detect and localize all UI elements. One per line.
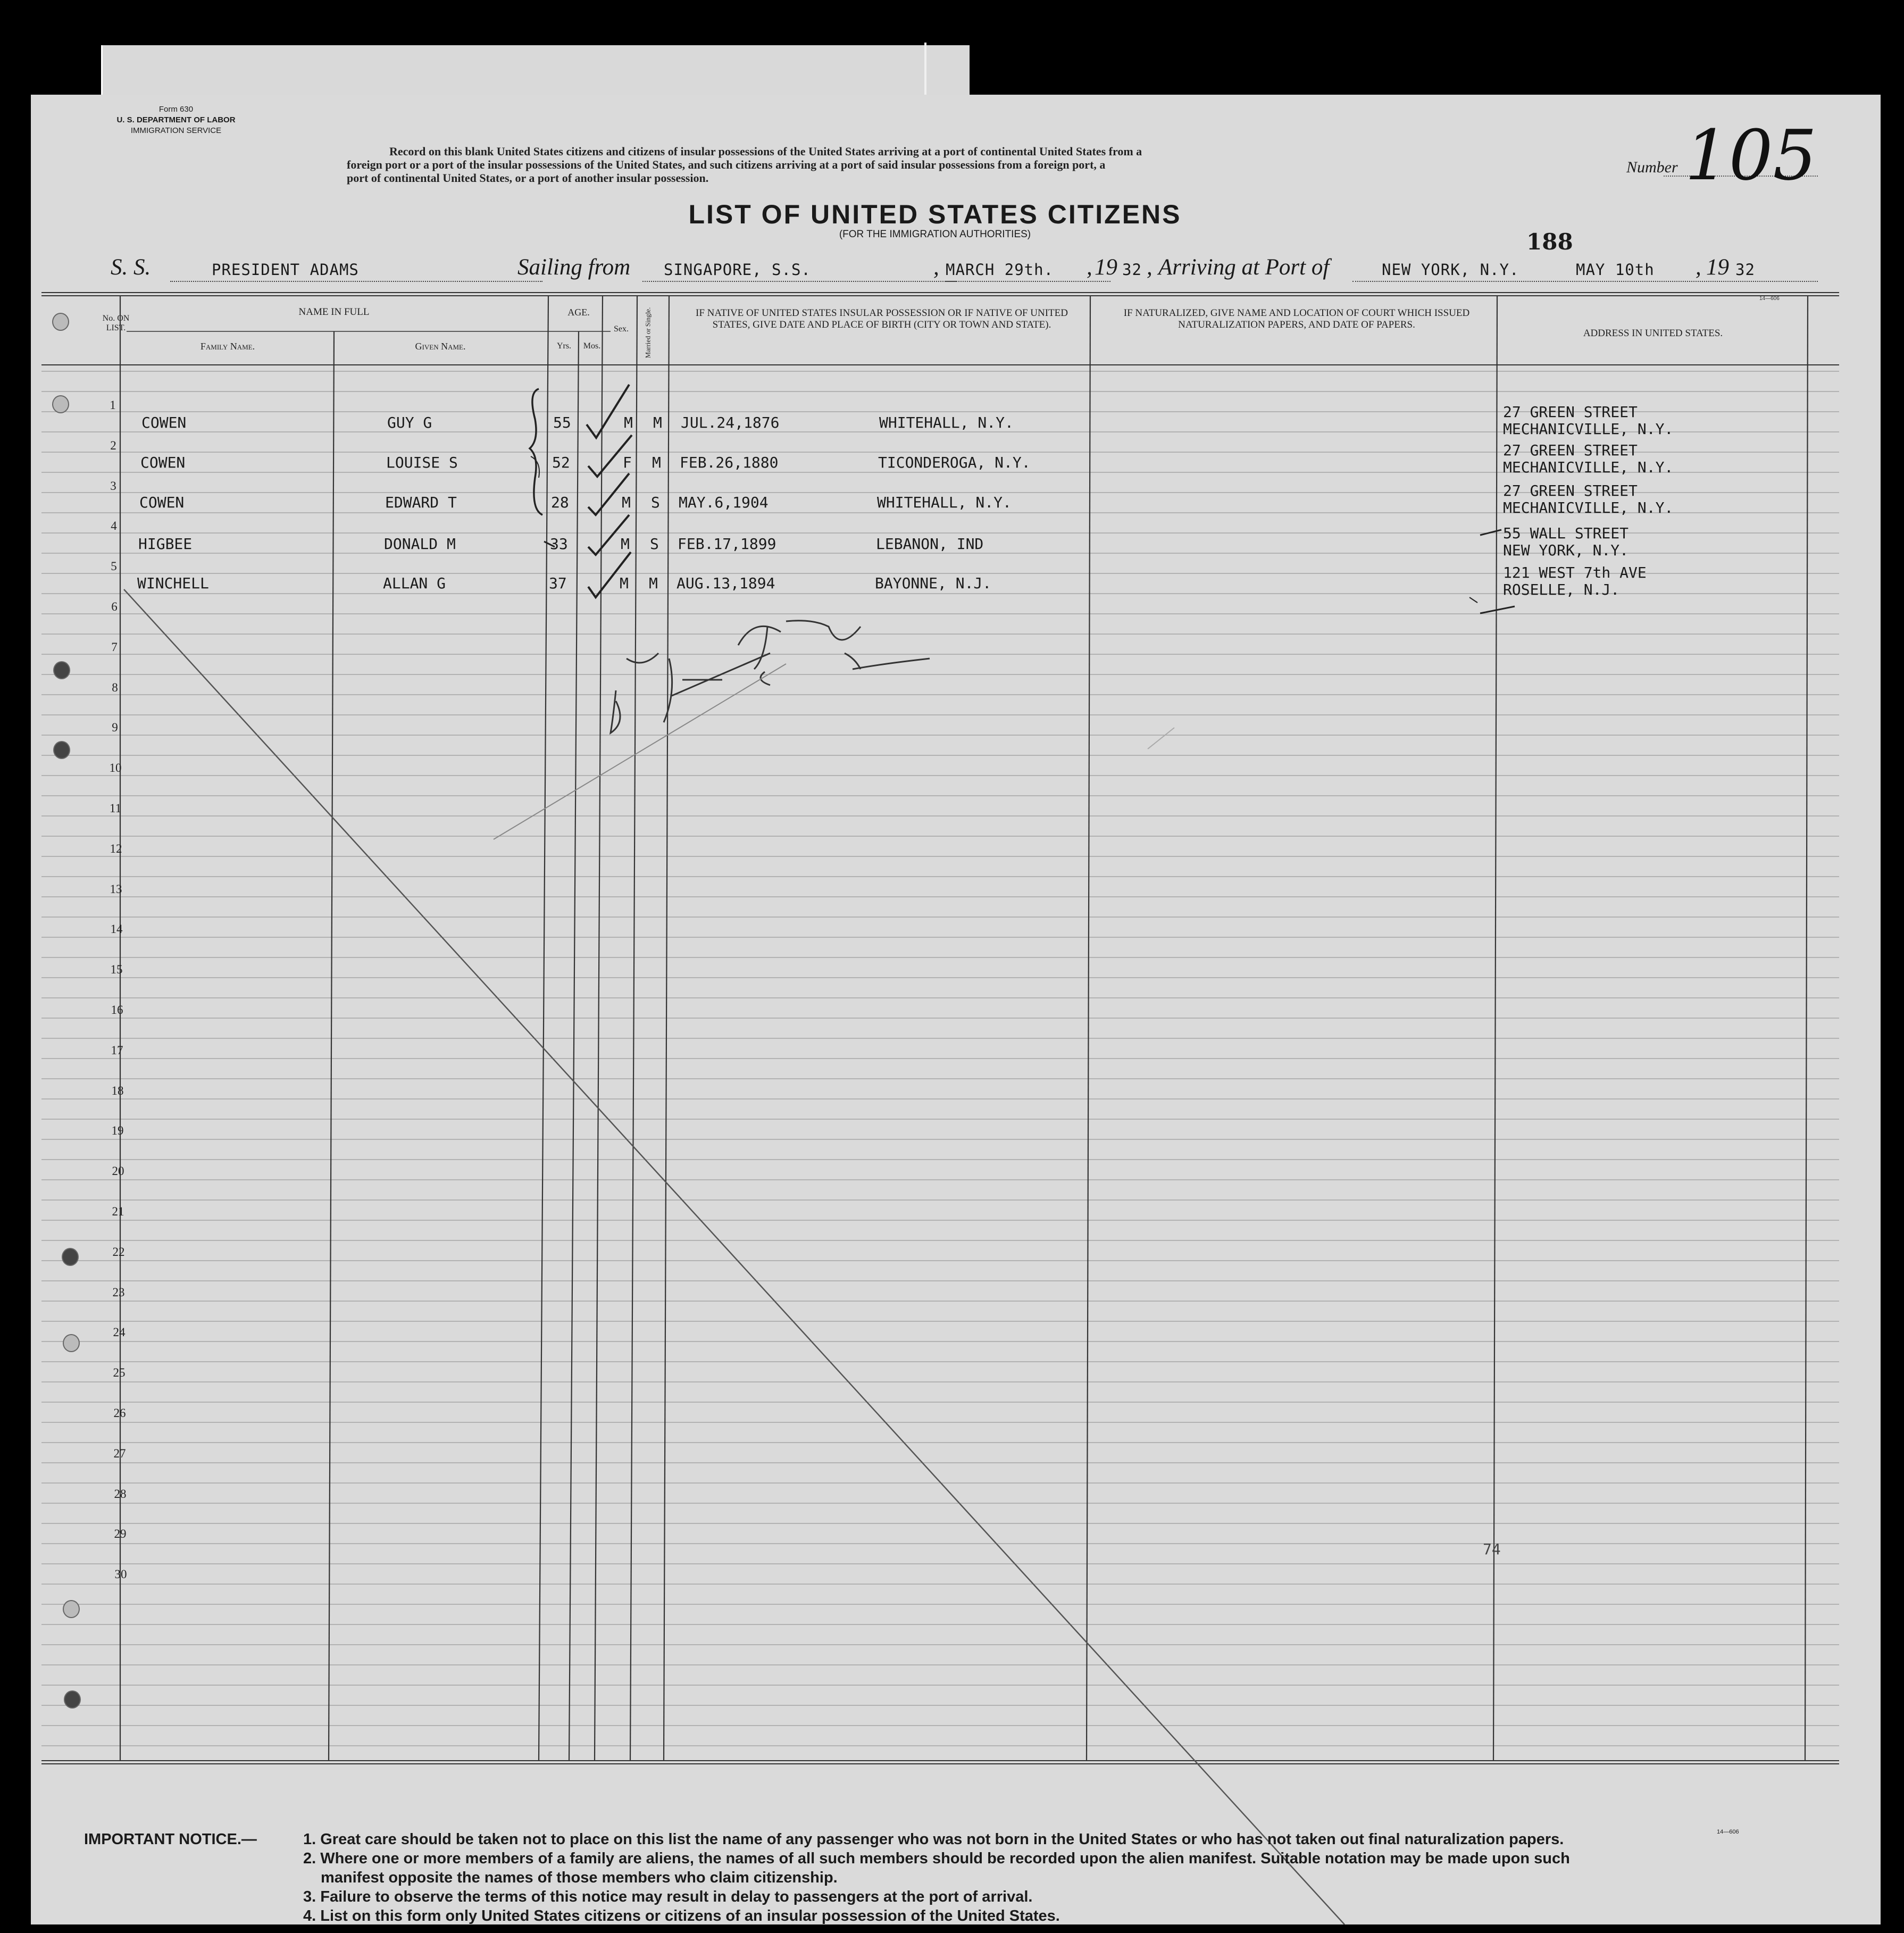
- comma-1: ,: [933, 255, 939, 280]
- row-number: 30: [114, 1568, 127, 1581]
- page-title: LIST OF UNITED STATES CITIZENS: [688, 199, 1182, 229]
- row-number: 19: [111, 1124, 124, 1137]
- birth-place-cell: BAYONNE, N.J.: [875, 574, 992, 592]
- page-subtitle: (FOR THE IMMIGRATION AUTHORITIES): [839, 229, 1031, 240]
- row-number: 15: [110, 963, 123, 976]
- row-number: 10: [109, 761, 122, 774]
- family-name-cell: WINCHELL: [137, 574, 209, 592]
- notice-heading: IMPORTANT NOTICE.—: [84, 1831, 257, 1848]
- number-label: Number: [1626, 159, 1678, 176]
- row-number: 8: [112, 681, 118, 694]
- birth-place-cell: LEBANON, IND: [876, 535, 984, 553]
- birth-date-cell: FEB.17,1899: [678, 535, 776, 553]
- department-name: U. S. DEPARTMENT OF LABOR: [116, 115, 236, 124]
- address-line-1: 27 GREEN STREET: [1503, 403, 1638, 421]
- row-number: 2: [110, 439, 116, 452]
- punch-hole: [53, 741, 70, 759]
- header-no-on-list: No. ON LIST.: [102, 314, 130, 332]
- row-number: 29: [114, 1527, 127, 1540]
- marital-status-cell: S: [651, 494, 660, 511]
- punch-hole: [52, 313, 69, 331]
- address-line-2: MECHANICVILLE, N.Y.: [1503, 499, 1674, 516]
- marital-status-cell: S: [650, 535, 659, 553]
- sex-cell: M: [624, 414, 633, 431]
- age-years-cell: 37: [549, 574, 567, 592]
- bottom-print-mark: 14—606: [1717, 1829, 1739, 1835]
- row-number: 26: [113, 1406, 126, 1420]
- age-years-cell: 33: [550, 535, 568, 553]
- sex-cell: M: [621, 535, 630, 553]
- age-years-cell: 52: [552, 454, 570, 471]
- birth-place-cell: WHITEHALL, N.Y.: [879, 414, 1014, 431]
- header-family-name: Family Name.: [200, 341, 255, 352]
- punch-hole: [52, 395, 69, 413]
- birth-place-cell: TICONDEROGA, N.Y.: [878, 454, 1031, 471]
- sailing-year: 32: [1122, 261, 1142, 279]
- birth-date-cell: MAY.6,1904: [679, 494, 769, 511]
- manifest-page: [31, 95, 1881, 1924]
- row-number: 13: [110, 882, 122, 896]
- row-number: 6: [111, 600, 118, 613]
- given-name-cell: DONALD M: [384, 535, 456, 553]
- header-naturalized: IF NATURALIZED, GIVE NAME AND LOCATION OF COURT WHICH ISSUED NATURALIZATION PAPERS, AND DATE OF PAPERS.: [1123, 307, 1470, 330]
- comma-4: ,: [1696, 255, 1701, 280]
- header-sex: Sex.: [614, 324, 629, 334]
- arriving-year-prefix: 19: [1706, 255, 1729, 280]
- sailing-label: Sailing from: [517, 255, 631, 280]
- row-number: 24: [113, 1326, 126, 1339]
- header-age: AGE.: [567, 307, 590, 318]
- sex-cell: M: [622, 494, 631, 511]
- row-number: 20: [112, 1164, 124, 1178]
- cancellation-line: [124, 589, 1345, 1924]
- print-mark: 14—606: [1759, 296, 1780, 302]
- row-number: 4: [111, 519, 117, 532]
- notice-item-2: 2. Where one or more members of a family are aliens, the names of all such members should be recorded upon the alien manifest. Suitable notation may be made upon such: [303, 1850, 1570, 1867]
- family-name-cell: COWEN: [141, 414, 187, 431]
- row-number: 27: [113, 1447, 126, 1460]
- address-line-2: NEW YORK, N.Y.: [1503, 541, 1629, 559]
- given-name-cell: GUY G: [387, 414, 432, 431]
- header-married-or-single: Married or Single.: [644, 307, 652, 359]
- age-years-cell: 28: [551, 494, 569, 511]
- address-line-1: 27 GREEN STREET: [1503, 441, 1638, 459]
- stray-mark: 74: [1483, 1540, 1501, 1558]
- sailing-from-port: SINGAPORE, S.S.: [664, 261, 811, 279]
- header-mos: Mos.: [583, 341, 601, 351]
- row-number: 14: [110, 922, 123, 936]
- row-number: 9: [112, 721, 118, 734]
- row-number: 3: [110, 479, 116, 493]
- number-value: 105: [1685, 115, 1817, 196]
- header-given-name: Given Name.: [415, 341, 466, 352]
- notice-item-1: 1. Great care should be taken not to place on this list the name of any passenger who was not born in the United States or who has not taken out final naturalization papers.: [303, 1831, 1564, 1848]
- row-number: 18: [111, 1084, 124, 1097]
- punch-hole: [62, 1248, 79, 1266]
- punch-hole: [63, 1600, 80, 1618]
- row-number: 5: [111, 560, 117, 573]
- family-name-cell: COWEN: [139, 494, 185, 511]
- record-line-2: foreign port or a port of the insular possessions of the United States, and such citizens arriving at a port of said insular possessions from a foreign port, a: [347, 158, 1106, 171]
- family-name-cell: COWEN: [140, 454, 186, 471]
- birth-date-cell: AUG.13,1894: [677, 574, 775, 592]
- notice-item-3: 3. Failure to observe the terms of this notice may result in delay to passengers at the port of arrival.: [303, 1888, 1033, 1905]
- sailing-year-prefix: 19: [1095, 255, 1117, 280]
- marital-status-cell: M: [652, 454, 661, 471]
- given-name-cell: LOUISE S: [386, 454, 458, 471]
- punch-hole: [53, 661, 70, 679]
- row-number: 11: [109, 802, 122, 815]
- row-number: 25: [113, 1366, 126, 1379]
- row-number: 1: [110, 398, 116, 412]
- address-line-2: MECHANICVILLE, N.Y.: [1503, 459, 1674, 476]
- record-line-3: port of continental United States, or a port of another insular possession.: [347, 171, 709, 185]
- row-number: 21: [112, 1205, 124, 1218]
- marital-status-cell: M: [649, 574, 658, 592]
- comma-3: ,: [1147, 255, 1153, 280]
- row-number: 23: [112, 1286, 125, 1299]
- stamp-number: 188: [1526, 229, 1573, 255]
- birth-date-cell: FEB.26,1880: [680, 454, 779, 471]
- form-number: Form 630: [158, 105, 194, 114]
- comma-2: ,: [1087, 255, 1092, 280]
- address-line-2: MECHANICVILLE, N.Y.: [1503, 420, 1674, 438]
- ss-label: S. S.: [111, 255, 151, 280]
- address-line-1: 27 GREEN STREET: [1503, 482, 1638, 499]
- record-line-1: Record on this blank United States citizens and citizens of insular possessions of the United States arriving at a port of continental United States from a: [389, 145, 1142, 158]
- row-number: 16: [111, 1003, 123, 1017]
- header-name-in-full: NAME IN FULL: [298, 306, 370, 318]
- notice-item-2-cont: manifest opposite the names of those members who claim citizenship.: [321, 1869, 838, 1886]
- address-line-1: 55 WALL STREET: [1503, 524, 1629, 542]
- family-name-cell: HIGBEE: [138, 535, 193, 553]
- arriving-year: 32: [1735, 261, 1755, 279]
- sex-cell: M: [620, 574, 629, 592]
- header-address: ADDRESS IN UNITED STATES.: [1583, 328, 1723, 339]
- given-name-cell: ALLAN G: [383, 574, 446, 592]
- row-number: 28: [114, 1487, 127, 1501]
- arriving-port: NEW YORK, N.Y.: [1382, 261, 1519, 279]
- header-birth: IF NATIVE OF UNITED STATES INSULAR POSSESSION OR IF NATIVE OF UNITED STATES, GIVE DATE AND PLACE OF BIRTH (CITY OR TOWN AND STATE).: [696, 307, 1068, 330]
- row-number: 7: [111, 640, 118, 654]
- ship-name: PRESIDENT ADAMS: [212, 261, 359, 279]
- sailing-date: MARCH 29th.: [946, 261, 1054, 279]
- marital-status-cell: M: [653, 414, 662, 431]
- header-yrs: Yrs.: [556, 341, 572, 351]
- punch-hole: [63, 1334, 80, 1352]
- given-name-cell: EDWARD T: [385, 494, 457, 511]
- row-number: 12: [110, 842, 122, 855]
- arriving-date: MAY 10th: [1576, 261, 1655, 279]
- sex-cell: F: [623, 454, 632, 471]
- age-years-cell: 55: [553, 414, 571, 431]
- notice-item-4: 4. List on this form only United States citizens or citizens of an insular possession of the United States.: [303, 1907, 1060, 1924]
- table-grid: [31, 95, 1881, 1924]
- address-line-1: 121 WEST 7th AVE: [1503, 564, 1647, 581]
- punch-hole: [64, 1690, 81, 1709]
- row-number: 17: [111, 1044, 123, 1057]
- address-line-2: ROSELLE, N.J.: [1503, 581, 1620, 598]
- arriving-label: Arriving at Port of: [1158, 255, 1330, 280]
- birth-place-cell: WHITEHALL, N.Y.: [877, 494, 1012, 511]
- birth-date-cell: JUL.24,1876: [681, 414, 780, 431]
- service-name: IMMIGRATION SERVICE: [130, 126, 222, 135]
- row-number: 22: [112, 1245, 125, 1259]
